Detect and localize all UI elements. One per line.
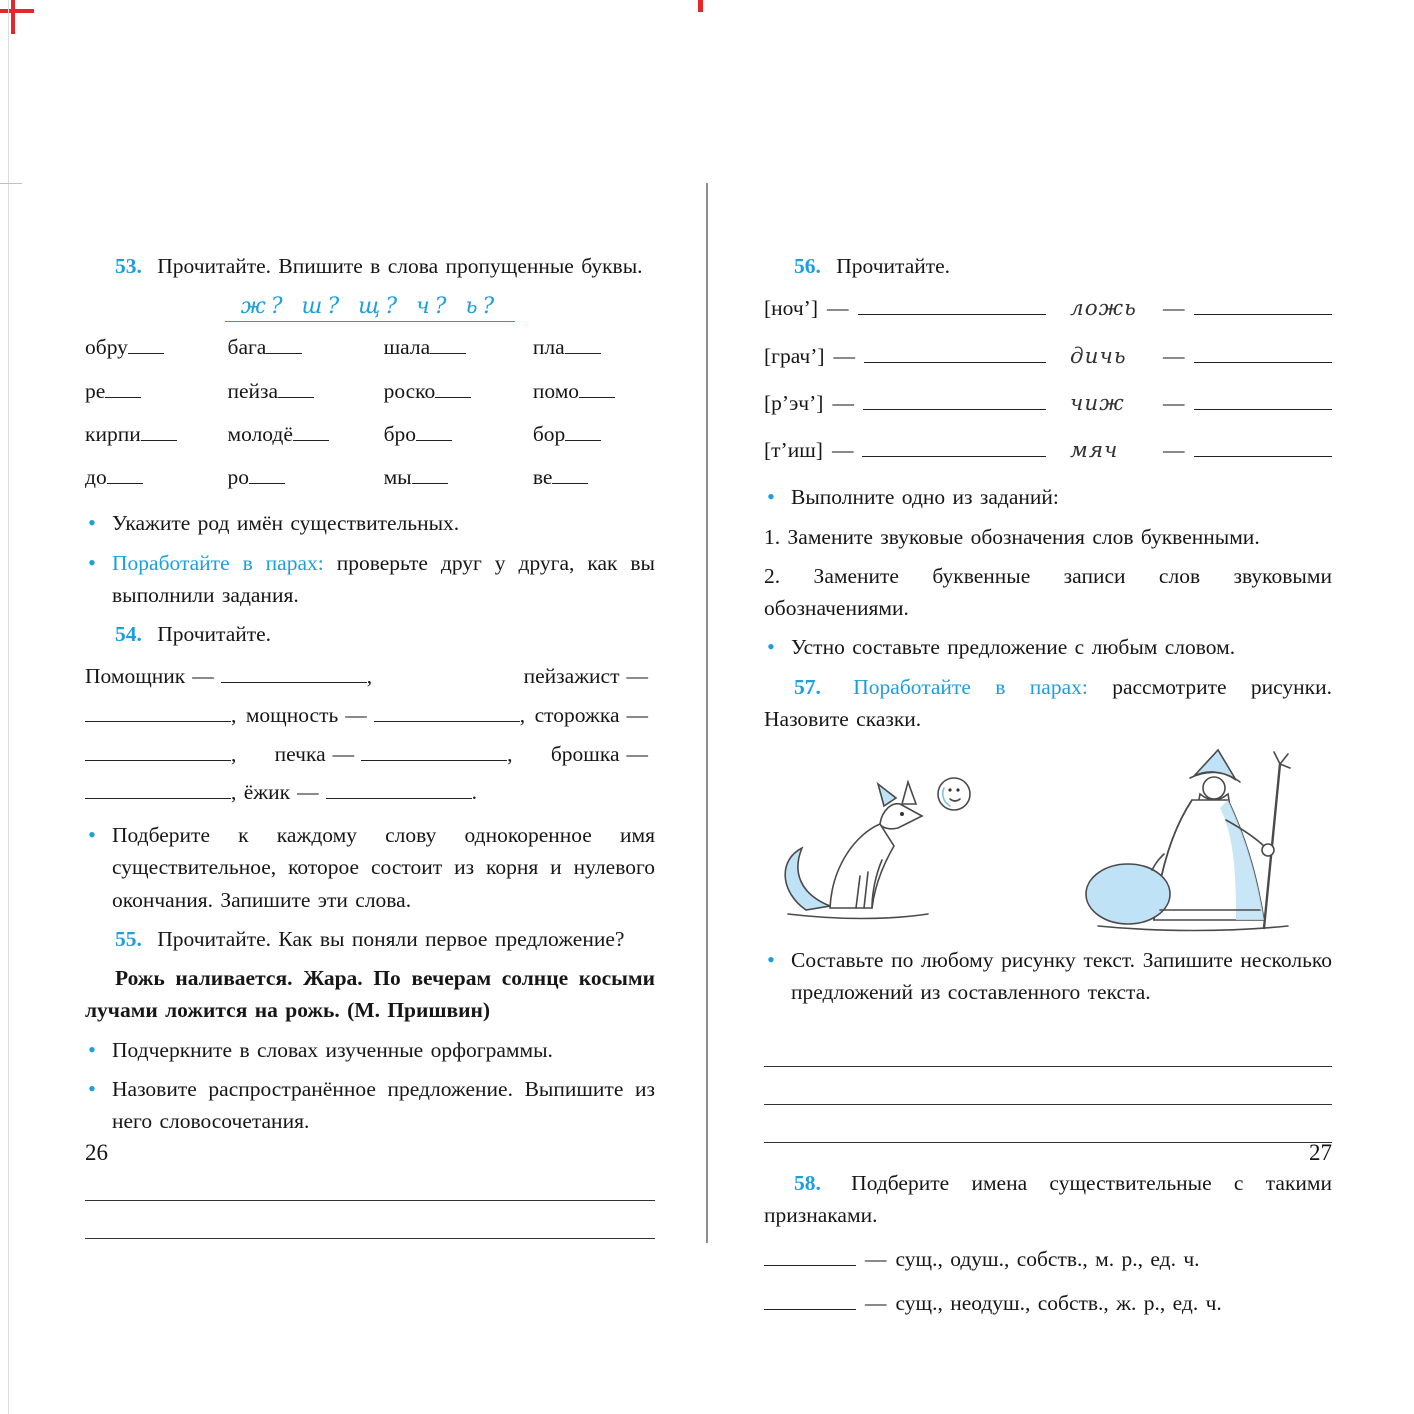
word-stem: мы xyxy=(383,465,412,489)
handwritten-word: дичь xyxy=(1070,343,1127,369)
word-stem: кирпи xyxy=(85,421,141,446)
word-stem: обру xyxy=(85,335,128,360)
fill-blank xyxy=(858,295,1047,315)
task-bullet xyxy=(85,1073,655,1138)
word-stem: молодё xyxy=(227,421,293,446)
bullet-icon: • xyxy=(767,484,775,510)
fill-blank xyxy=(85,702,231,722)
word: печка xyxy=(274,741,326,766)
fill-blank xyxy=(85,779,231,799)
dash: — xyxy=(1163,296,1185,321)
fill-blank xyxy=(105,377,141,397)
fill-blank xyxy=(430,334,466,354)
sound-transcription: [грач’] xyxy=(764,343,825,368)
reading-text: Рожь наливается. Жара. По вечерам солнце косыми лучами ложится на рожь. (М. Пришвин) xyxy=(85,966,655,1023)
fill-blank xyxy=(764,1290,856,1310)
word-stem: бор xyxy=(532,421,566,446)
comma: , xyxy=(366,664,373,689)
writing-line xyxy=(85,1163,655,1201)
exercise-54-heading xyxy=(85,618,655,650)
task-text: Назовите распространённое предложение. Выпишите из него словосочетания. xyxy=(112,1076,655,1133)
exercise-53-heading xyxy=(85,250,655,282)
bullet-icon: • xyxy=(88,549,96,575)
fox-and-kolobok-drawing xyxy=(785,778,970,919)
fill-blank xyxy=(278,377,314,397)
bullet-icon: • xyxy=(88,822,96,847)
comma: , xyxy=(507,741,513,766)
fill-blank xyxy=(128,334,164,354)
transcription-block xyxy=(764,292,1332,467)
numbered-item: 2. Замените буквенные записи слов звуковыми обозначениями. xyxy=(764,563,1332,620)
page-edge-line xyxy=(8,0,9,1414)
word-with-blank xyxy=(533,331,655,363)
red-crop-mark xyxy=(11,0,15,34)
fill-blank xyxy=(416,420,452,440)
transcription-right xyxy=(1064,387,1332,420)
task-bullet xyxy=(764,944,1332,1009)
fill-blank xyxy=(1194,295,1333,315)
word: Помощник xyxy=(85,664,186,689)
word-stem: ре xyxy=(85,378,106,403)
fill-blank xyxy=(85,740,231,760)
red-crop-mark xyxy=(698,0,703,12)
fill-blank xyxy=(863,389,1046,409)
dash: — xyxy=(1163,438,1185,462)
fill-blank xyxy=(1194,389,1333,409)
bullet-icon: • xyxy=(88,1036,96,1062)
exercise-text: Прочитайте. xyxy=(836,254,951,278)
task-bullet xyxy=(85,819,655,916)
exercise-number: 53. xyxy=(115,254,142,278)
word-with-blank xyxy=(384,418,533,450)
writing-lines xyxy=(85,1163,655,1239)
fill-blank xyxy=(293,420,329,440)
task-text: Составьте по любому рисунку текст. Запишите несколько предложений из составленного текста. xyxy=(791,948,1332,1005)
task-lead: Поработайте в парах: xyxy=(853,674,1088,699)
fill-blank xyxy=(565,420,601,440)
fill-blank xyxy=(864,342,1046,362)
fill-blank xyxy=(249,464,285,484)
word-with-blank xyxy=(533,418,655,450)
word-stem: ве xyxy=(532,465,553,489)
word-with-blank xyxy=(384,331,533,363)
word-with-blank xyxy=(85,331,228,363)
dash: — xyxy=(1163,343,1185,368)
bullet-icon: • xyxy=(767,634,775,660)
right-page xyxy=(764,250,1332,1320)
exercise-text: Прочитайте. Впишите в слова пропущенные буквы. xyxy=(157,254,643,278)
word-grid xyxy=(85,331,655,493)
feature-text: сущ., одуш., собств., м. р., ед. ч. xyxy=(895,1247,1200,1271)
fill-blank xyxy=(326,779,472,799)
fill-blank xyxy=(435,377,471,397)
dash: — xyxy=(626,741,649,766)
fill-blank xyxy=(764,1246,856,1266)
dash: — xyxy=(332,741,355,766)
fill-blank xyxy=(412,464,448,484)
feature-text: сущ., неодуш., собств., ж. р., ед. ч. xyxy=(895,1291,1222,1316)
fill-blank xyxy=(361,740,507,760)
transcription-row xyxy=(764,434,1332,467)
word-with-blank xyxy=(228,375,384,407)
word-stem: шала xyxy=(383,335,431,360)
exercise-number: 56. xyxy=(794,254,821,278)
handwritten-letters: ж? ш? щ? ч? ь? xyxy=(225,294,515,322)
task-bullet xyxy=(85,1034,655,1066)
fill-blank xyxy=(266,334,302,354)
exercise-number: 54. xyxy=(115,622,142,646)
exercise-57-heading xyxy=(764,671,1332,736)
dash: — xyxy=(626,702,648,727)
fill-blank xyxy=(579,377,615,397)
word: брошка xyxy=(550,741,620,766)
page-number-left: 26 xyxy=(85,1140,108,1165)
task-text: Укажите род имён существительных. xyxy=(112,511,460,536)
fill-blank xyxy=(1194,437,1333,457)
dash: — xyxy=(833,343,856,368)
word-stem: роско xyxy=(383,378,436,403)
fill-blank xyxy=(221,663,367,683)
comma: , xyxy=(231,780,237,805)
dash: — xyxy=(345,702,367,727)
writing-line xyxy=(764,1029,1332,1067)
task-bullet xyxy=(764,481,1332,513)
exercise-text: Прочитайте. Как вы поняли первое предложение? xyxy=(157,926,625,951)
word-stem: ро xyxy=(227,465,249,489)
bullet-icon: • xyxy=(88,1075,96,1101)
task-text: Подчеркните в словах изученные орфограммы. xyxy=(112,1037,553,1062)
dash: — xyxy=(192,664,214,689)
dash: — xyxy=(831,438,854,462)
exercise-text: Прочитайте. xyxy=(157,622,272,646)
handwritten-word: чиж xyxy=(1070,390,1125,416)
exercise-number: 55. xyxy=(115,926,142,951)
comma: , xyxy=(231,702,237,727)
transcription-row xyxy=(764,387,1332,420)
word-stem: до xyxy=(85,465,107,489)
exercise-number: 57. xyxy=(794,674,821,699)
fill-blank xyxy=(374,702,520,722)
task-lead: Поработайте в парах: xyxy=(112,550,324,575)
word: сторожка xyxy=(534,702,620,727)
transcription-row xyxy=(764,340,1332,373)
fill-blank xyxy=(141,420,177,440)
exercise-56-heading xyxy=(764,250,1332,282)
ded-moroz-drawing xyxy=(1086,750,1290,931)
word-stem: бага xyxy=(227,335,267,360)
sound-transcription: [т’иш] xyxy=(764,438,823,462)
transcription-right xyxy=(1064,434,1332,467)
left-page xyxy=(85,250,655,1239)
period: . xyxy=(471,780,477,805)
page-number-right: 27 xyxy=(1309,1140,1332,1165)
dash: — xyxy=(832,390,854,415)
word-with-blank xyxy=(85,418,228,450)
word-with-blank xyxy=(533,375,655,407)
task-bullet xyxy=(85,507,655,539)
task-bullet xyxy=(764,631,1332,663)
exercise-number: 58. xyxy=(794,1170,821,1195)
word: пейзажист xyxy=(523,664,620,689)
transcription-left xyxy=(764,387,1064,419)
sound-transcription: [ноч’] xyxy=(764,296,818,321)
writing-line xyxy=(764,1067,1332,1105)
transcription-right xyxy=(1064,292,1332,325)
task-text: Подберите к каждому слову однокоренное имя существительное, которое состоит из корня и нулевого окончания. Запишите эти слова. xyxy=(112,823,655,912)
word-with-blank xyxy=(533,461,655,493)
red-crop-mark xyxy=(0,9,34,13)
word-stem: пла xyxy=(532,335,565,360)
word: ёжик xyxy=(243,780,291,805)
task-text: Устно составьте предложение с любым словом. xyxy=(791,635,1236,660)
bullet-icon: • xyxy=(88,510,96,536)
word-with-blank xyxy=(228,418,384,450)
dash: — xyxy=(865,1247,887,1271)
transcription-row xyxy=(764,292,1332,325)
transcription-right xyxy=(1064,340,1332,373)
word: мощность xyxy=(245,702,339,727)
feature-row xyxy=(764,1243,1332,1275)
numbered-item: 1. Замените звуковые обозначения слов буквенными. xyxy=(764,524,1260,549)
writing-line xyxy=(764,1105,1332,1143)
feature-row xyxy=(764,1287,1332,1319)
word-pairs xyxy=(85,657,655,812)
exercise-text: рассмотрите рисунки. Назовите сказки. xyxy=(764,674,1332,731)
word-stem: бро xyxy=(383,421,417,446)
word-with-blank xyxy=(384,375,533,407)
word-with-blank xyxy=(384,461,533,493)
exercise-55-heading xyxy=(85,923,655,955)
fill-blank xyxy=(107,464,143,484)
task-text: проверьте друг у друга, как вы выполнили задания. xyxy=(112,550,655,607)
transcription-left xyxy=(764,340,1064,372)
transcription-left xyxy=(764,434,1064,466)
dash: — xyxy=(865,1291,887,1316)
word-with-blank xyxy=(228,461,384,493)
fill-blank xyxy=(565,334,601,354)
word-stem: помо xyxy=(532,378,580,403)
word-stem: пейза xyxy=(227,378,279,403)
writing-line xyxy=(85,1201,655,1239)
transcription-left xyxy=(764,292,1064,324)
handwritten-word: ложь xyxy=(1070,296,1137,322)
handwritten-word: мяч xyxy=(1070,438,1119,463)
handwritten-hint-line xyxy=(85,290,655,323)
fill-blank xyxy=(552,464,588,484)
bullet-icon: • xyxy=(767,947,775,972)
sound-transcription: [р’эч’] xyxy=(764,390,824,415)
comma: , xyxy=(519,702,526,727)
word-with-blank xyxy=(85,375,228,407)
comma: , xyxy=(231,741,237,766)
task-text: Выполните одно из заданий: xyxy=(791,485,1059,510)
page-frame-line xyxy=(0,183,22,184)
dash: — xyxy=(1163,390,1185,415)
exercise-text: Подберите имена существительные с такими признаками. xyxy=(764,1170,1333,1227)
exercise-58-heading xyxy=(764,1167,1332,1232)
fill-blank xyxy=(862,437,1046,457)
center-divider xyxy=(706,183,708,1243)
dash: — xyxy=(626,664,648,689)
dash: — xyxy=(297,780,319,805)
word-with-blank xyxy=(228,331,384,363)
fill-blank xyxy=(1194,342,1333,362)
writing-lines xyxy=(764,1029,1332,1143)
word-with-blank xyxy=(85,461,228,493)
fairy-tales-illustration xyxy=(764,742,1332,942)
task-bullet xyxy=(85,547,655,612)
dash: — xyxy=(827,296,849,321)
